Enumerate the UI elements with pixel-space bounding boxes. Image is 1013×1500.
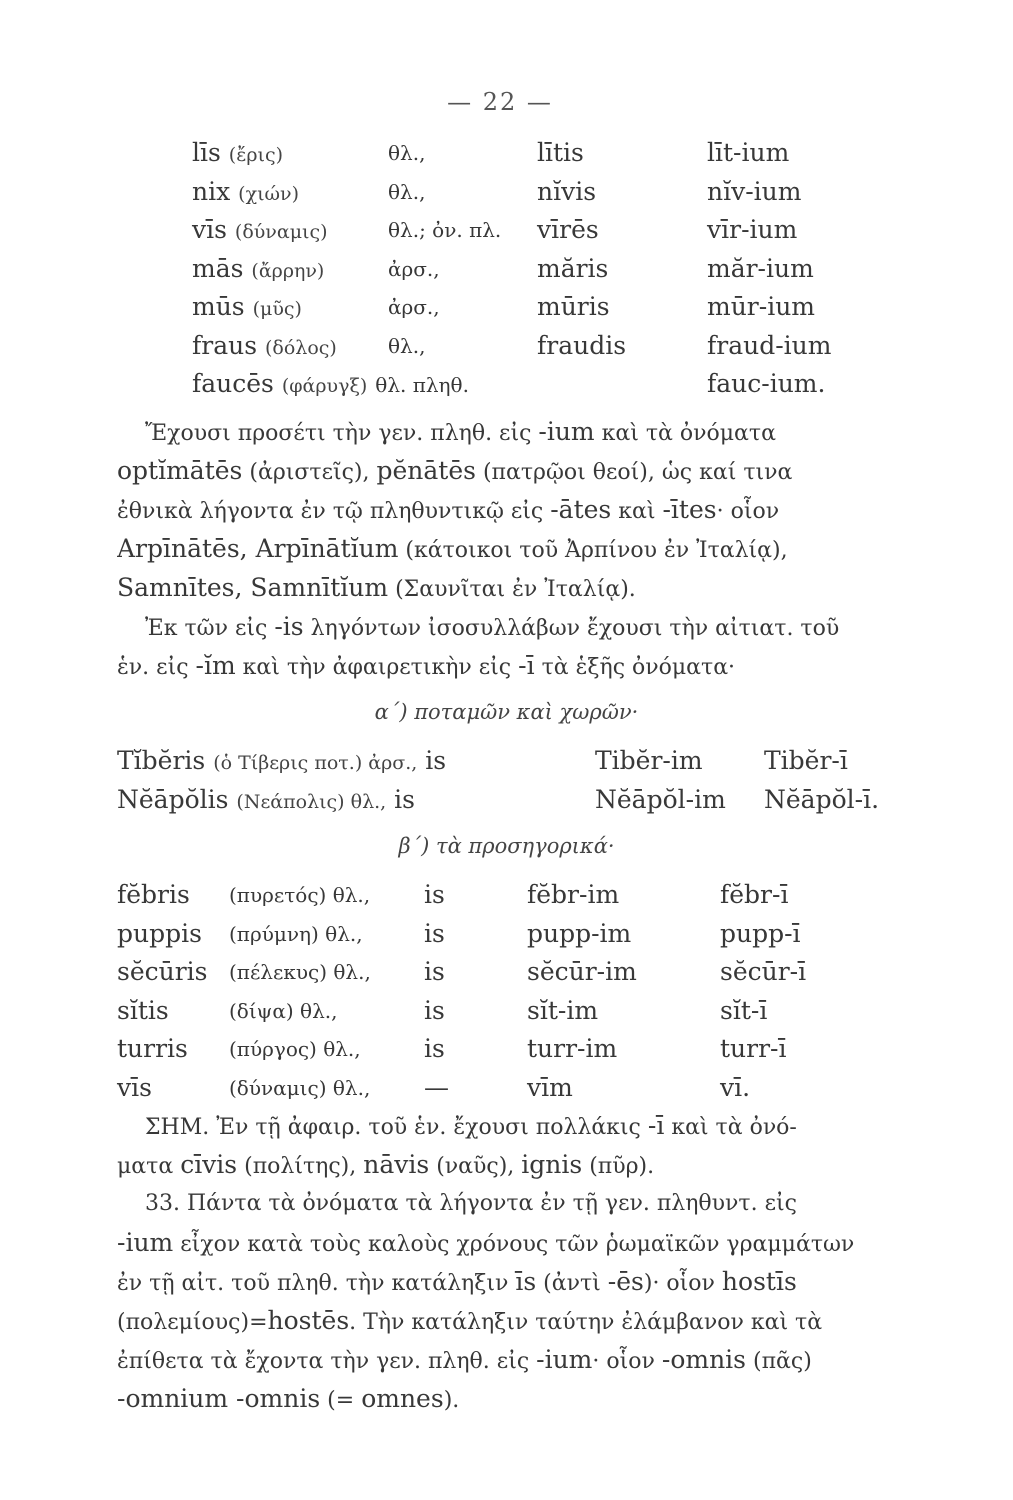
nominative-ending: — [424, 1072, 449, 1102]
latin-word: fĕbris [117, 880, 190, 909]
gender-label: θλ. πληθ. [375, 373, 469, 397]
genitive-form: vīrēs [537, 215, 599, 244]
gender-label: θλ., [388, 333, 426, 358]
ablative-form: sĭt-ī [720, 995, 768, 1025]
greek-gloss: (δύναμις) θλ., [229, 1075, 371, 1100]
table-row [117, 957, 937, 996]
latin-word: Nĕāpŏlis [117, 784, 229, 814]
plural-genitive: măr-ium [707, 253, 814, 283]
greek-gloss: (φάρυγξ) [281, 375, 368, 397]
gender-label: θλ., [388, 141, 426, 165]
nominative-ending: is [424, 995, 445, 1025]
greek-gloss: (δύναμις) [234, 221, 328, 243]
genitive-form: măris [537, 253, 609, 283]
text-line: Ἐκ τῶν εἰς -is ληγόντων ἰσοσυλλάβων ἔχουσι τὴν αἰτιατ. τοῦ [145, 612, 840, 641]
plural-genitive: nĭv-ium [707, 176, 802, 206]
text-line: ἐθνικὰ λήγοντα ἐν τῷ πληθυντικῷ εἰς -ātes καὶ -ītes· οἷον [117, 495, 780, 524]
plural-genitive: fraud-ium [707, 330, 832, 360]
text-line: ΣΗΜ. Ἐν τῇ ἀφαιρ. τοῦ ἑν. ἔχουσι πολλάκις -ī καὶ τὰ ὀνό- [145, 1111, 797, 1140]
ablative-form: pupp-ī [720, 918, 801, 948]
nominative-ending: is [424, 880, 445, 909]
text-line: Samnītes, Samnītĭum (Σαυνῖται ἐν Ἰταλίᾳ). [117, 573, 636, 602]
genitive-form: lītis [537, 138, 584, 167]
ablative-form: turr-ī [720, 1034, 787, 1063]
section-heading-common-nouns: β΄) τὰ προσηγορικά· [398, 834, 615, 858]
text-line: ἑν. εἰς -ĭm καὶ τὴν ἀφαιρετικὴν εἰς -ī τὰ ἑξῆς ὀνόματα· [117, 651, 736, 680]
latin-word: Tĭbĕris [117, 746, 206, 775]
greek-gloss: (πρύμνη) θλ., [229, 921, 363, 946]
latin-word: sĭtis [117, 995, 169, 1025]
declension-table-rivers [117, 746, 937, 823]
text-line: ματα cīvis (πολίτης), nāvis (ναῦς), ignis (πῦρ). [117, 1150, 655, 1179]
genitive-form: mūris [537, 292, 610, 321]
table-row [117, 1034, 937, 1073]
gender-label: θλ.; ὀν. πλ. [388, 218, 502, 242]
latin-word: faucēs [192, 369, 274, 398]
table-row [117, 996, 937, 1035]
accusative-form: turr-im [527, 1034, 618, 1063]
text-line: ἐν τῇ αἰτ. τοῦ πληθ. τὴν κατάληξιν īs (ἀντὶ -ēs)· οἷον hostīs [117, 1267, 797, 1296]
greek-gloss: (ἔρις) [228, 144, 284, 166]
latin-word: turris [117, 1034, 188, 1063]
latin-word: sĕcūris [117, 957, 208, 986]
text-line: 33. Πάντα τὰ ὀνόματα τὰ λήγοντα ἐν τῇ γεν. πληθυντ. εἰς [145, 1191, 797, 1216]
latin-word: mās [192, 253, 244, 283]
greek-gloss: (Νεάπολις) θλ., [236, 790, 387, 813]
accusative-form: vīm [527, 1072, 573, 1102]
ablative-form: vī. [720, 1072, 751, 1102]
ablative-form: Nĕāpŏl-ī. [764, 784, 880, 814]
gender-label: ἀρσ., [388, 295, 440, 319]
plural-genitive: fauc-ium. [707, 369, 826, 398]
nominative-ending: is [424, 957, 445, 986]
table-row [192, 138, 892, 177]
latin-word: puppis [117, 918, 202, 948]
genitive-form: fraudis [537, 330, 627, 360]
text-line: Ἔχουσι προσέτι τὴν γεν. πληθ. εἰς -ium καὶ τὰ ὀνόματα [145, 417, 776, 446]
text-line: -omnium -omnis (= omnes). [117, 1384, 460, 1413]
plural-genitive: mūr-ium [707, 292, 816, 321]
accusative-form: Nĕāpŏl-im [595, 784, 726, 814]
nominative-ending: is [425, 746, 447, 775]
accusative-form: sĕcūr-im [527, 957, 637, 986]
table-row [192, 177, 892, 216]
greek-gloss: (δίψα) θλ., [229, 998, 338, 1023]
latin-word: nix [192, 176, 231, 206]
table-row [117, 919, 937, 958]
table-row [117, 785, 937, 824]
page-number: — 22 — [447, 88, 553, 116]
latin-word: fraus [192, 330, 258, 360]
plural-genitive: līt-ium [707, 138, 790, 167]
text-line: -ium εἶχον κατὰ τοὺς καλοὺς χρόνους τῶν ῥωμαϊκῶν γραμμάτων [117, 1228, 855, 1257]
paragraph-ium-exceptions [117, 412, 907, 685]
nominative-ending: is [424, 918, 445, 948]
accusative-form: Tibĕr-im [595, 746, 703, 775]
paragraph-section-33 [117, 1106, 907, 1418]
latin-word: mūs [192, 292, 245, 321]
table-row [192, 369, 892, 408]
text-line: Arpīnātēs, Arpīnātĭum (κάτοικοι τοῦ Ἀρπίνου ἐν Ἰταλίᾳ), [117, 534, 788, 563]
plural-genitive: vīr-ium [707, 215, 798, 244]
table-row [192, 215, 892, 254]
greek-gloss: (μῦς) [252, 298, 302, 320]
greek-gloss: (ὁ Τίβερις ποτ.) ἀρσ., [213, 752, 418, 774]
accusative-form: sĭt-im [527, 995, 599, 1025]
gender-label: θλ., [388, 179, 426, 204]
ablative-form: fĕbr-ī [720, 880, 789, 909]
greek-gloss: (πέλεκυς) θλ., [229, 960, 371, 984]
table-row [192, 292, 892, 331]
table-row [117, 746, 937, 785]
text-line: optĭmātēs (ἀριστεῖς), pĕnātēs (πατρῷοι θεοί), ὡς καί τινα [117, 456, 793, 485]
latin-word: līs [192, 138, 221, 167]
text-line: ἐπίθετα τὰ ἔχοντα τὴν γεν. πληθ. εἰς -ium· οἷον -omnis (πᾶς) [117, 1345, 812, 1374]
text-line: (πολεμίους)=hostēs. Τὴν κατάληξιν ταύτην ἐλάμβανον καὶ τὰ [117, 1306, 823, 1335]
greek-gloss: (πύργος) θλ., [229, 1037, 361, 1061]
gender-label: ἀρσ., [388, 256, 440, 281]
genitive-form: nĭvis [537, 176, 597, 206]
declension-table-common [117, 880, 937, 1111]
table-row [117, 880, 937, 919]
greek-gloss: (δόλος) [265, 336, 337, 359]
accusative-form: pupp-im [527, 918, 632, 948]
declension-table-ium [192, 138, 892, 408]
latin-word: vīs [192, 215, 227, 244]
latin-word: vīs [117, 1072, 152, 1102]
ablative-form: Tibĕr-ī [764, 746, 848, 775]
greek-gloss: (χιών) [238, 182, 299, 205]
section-heading-rivers-regions: α΄) ποταμῶν καὶ χωρῶν· [374, 700, 639, 724]
table-row [192, 331, 892, 370]
ablative-form: sĕcūr-ī [720, 957, 807, 986]
greek-gloss: (πυρετός) θλ., [229, 883, 371, 907]
greek-gloss: (ἄρρην) [251, 259, 325, 282]
nominative-ending: is [424, 1034, 445, 1063]
accusative-form: fĕbr-im [527, 880, 620, 909]
table-row [192, 254, 892, 293]
nominative-ending: is [394, 784, 415, 814]
